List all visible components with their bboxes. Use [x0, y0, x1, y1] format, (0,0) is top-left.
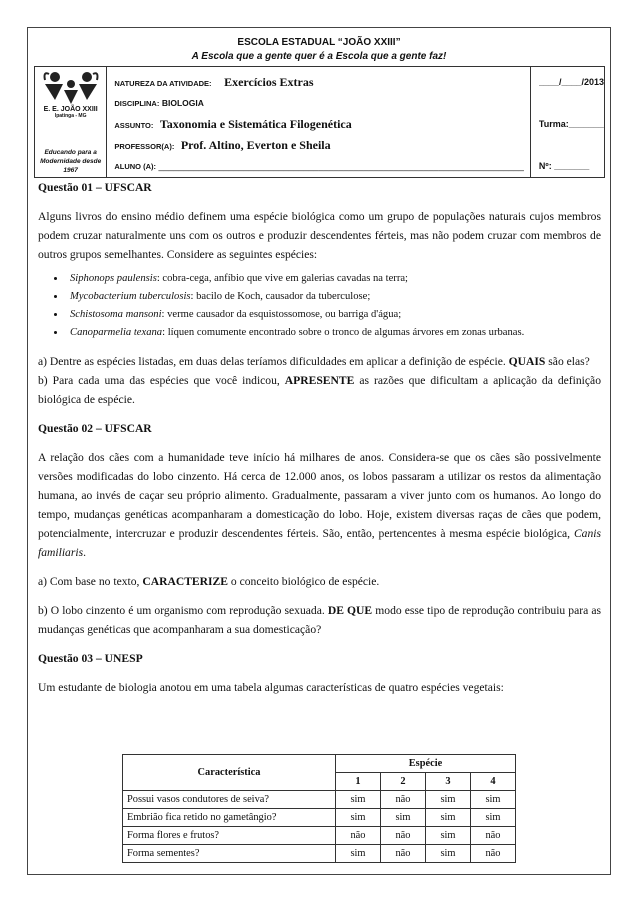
- table-cell: Embrião fica retido no gametângio?: [123, 809, 336, 827]
- disciplina-label: DISCIPLINA:: [114, 99, 160, 108]
- assunto-label: ASSUNTO:: [114, 121, 154, 130]
- logo-cell: [35, 67, 107, 178]
- q1-item-b: [38, 371, 601, 409]
- species-desc: : cobra-cega, anfíbio que vive em galerias cavadas na terra;: [156, 273, 409, 284]
- caption-line: Modernidade desde: [40, 158, 102, 165]
- q2-item-b: [38, 601, 601, 639]
- natureza-value: Exercícios Extras: [224, 75, 314, 89]
- table-cell: Possui vasos condutores de seiva?: [123, 791, 336, 809]
- table-cell: sim: [471, 809, 516, 827]
- text: b) Para cada uma das espécies que você indicou,: [38, 374, 285, 387]
- text: CARACTERIZE: [142, 575, 229, 588]
- species-name: Canoparmelia texana: [70, 327, 163, 338]
- q1-title: Questão 01 – UFSCAR: [38, 181, 152, 194]
- assunto-value: Taxonomia e Sistemática Filogenética: [159, 117, 352, 131]
- table-row: [123, 845, 516, 863]
- school-logo: [41, 70, 101, 128]
- school-motto: A Escola que a gente quer é a Escola que a gente faz!: [191, 51, 447, 62]
- spacer: [38, 591, 601, 601]
- text: a) Dentre as espécies listadas, em duas delas teríamos dificuldades em aplicar a definição de espécie.: [38, 355, 506, 368]
- text: o conceito biológico de espécie.: [228, 575, 380, 588]
- disciplina-row: [114, 93, 524, 114]
- table-cell: sim: [426, 827, 471, 845]
- species-list: [38, 270, 601, 342]
- table-cell: sim: [426, 791, 471, 809]
- species-desc: : bacilo de Koch, causador da tuberculose;: [190, 291, 371, 302]
- species-desc: : líquen comumente encontrado sobre o tronco de algumas árvores em zonas urbanas.: [162, 327, 525, 338]
- species-name: Schistosoma mansoni: [70, 309, 162, 320]
- table-cell: não: [336, 827, 381, 845]
- list-item: [66, 288, 601, 306]
- q2-title: Questão 02 – UFSCAR: [38, 422, 152, 435]
- table-cell: sim: [471, 791, 516, 809]
- table-cell: não: [471, 827, 516, 845]
- table-cell: sim: [426, 809, 471, 827]
- table-cell: não: [381, 845, 426, 863]
- species-desc: : verme causador da esquistossomose, ou barriga d'água;: [161, 309, 402, 320]
- school-name: ESCOLA ESTADUAL “JOÃO XXIII”: [237, 37, 401, 48]
- table-row: [123, 827, 516, 845]
- text: b) O lobo cinzento é um organismo com reprodução sexuada.: [38, 604, 328, 617]
- natureza-label: NATUREZA DA ATIVIDADE:: [114, 79, 212, 88]
- q3-intro: Um estudante de biologia anotou em uma tabela algumas características de quatro espécies vegetais:: [38, 681, 504, 694]
- header-table: [34, 66, 605, 178]
- numero-field[interactable]: Nº: _______: [538, 161, 590, 171]
- professor-label: PROFESSOR(A):: [114, 142, 175, 151]
- spacer: [539, 93, 604, 114]
- list-item: [66, 270, 601, 288]
- table-row: [123, 791, 516, 809]
- table-cell: sim: [381, 809, 426, 827]
- q2-item-a: [38, 572, 601, 591]
- aluno-label: ALUNO (A):: [114, 162, 156, 171]
- table-cell: sim: [426, 845, 471, 863]
- table-header-cell: 4: [471, 773, 516, 791]
- professor-row: [114, 135, 524, 156]
- text: .: [83, 546, 87, 559]
- table-cell: sim: [336, 845, 381, 863]
- list-item: [66, 306, 601, 324]
- text: as razões que dificultam a aplicação da definição biológica de espécie.: [38, 374, 601, 406]
- logo-caption: [35, 148, 106, 175]
- assunto-row: [114, 114, 524, 135]
- q3-title: Questão 03 – UNESP: [38, 652, 143, 665]
- text: A relação dos cães com a humanidade teve início há milhares de anos. Considera-se que os cães são possivelmente versões modificadas do lobo cinzento. Há cerca de 12.000 anos, os lobos passaram a utilizar os restos da alimentação humana, ao invés de caçar seu próprio alimento. Gradualmente, passaram a viver junto com os humanos. Ao longo do tempo, mudanças genéticas acompanharam a domesticação do lobo. Hoje, existem diversas raças de cães que podem, potencialmente, intercruzar e produzir descendentes férteis. São, então, pertencentes à mesma espécie biológica,: [38, 451, 601, 540]
- spacer: [38, 639, 601, 649]
- people-icon: [41, 70, 101, 104]
- content: [38, 178, 601, 697]
- text: Canis familiaris: [38, 527, 601, 559]
- caption-line: Educando para a: [44, 149, 97, 156]
- text: DE QUE: [327, 604, 373, 617]
- table-cell: não: [381, 791, 426, 809]
- text: APRESENTE: [284, 374, 355, 387]
- aluno-field[interactable]: _________________________________________________________________________: [158, 161, 524, 171]
- table-header-cell: 1: [336, 773, 381, 791]
- spacer: [38, 409, 601, 419]
- date-field[interactable]: ____/____/2013: [538, 77, 604, 87]
- spacer: [539, 135, 604, 156]
- caption-line: 1967: [63, 167, 78, 174]
- spacer: [38, 562, 601, 572]
- text: QUAIS: [508, 355, 546, 368]
- list-item: [66, 324, 601, 342]
- aluno-row: [114, 156, 524, 177]
- table-cell: sim: [336, 791, 381, 809]
- text: a) Com base no texto,: [38, 575, 143, 588]
- q2-intro: [38, 448, 601, 562]
- table-header-cell: 3: [426, 773, 471, 791]
- disciplina-value: BIOLOGIA: [161, 98, 204, 108]
- turma-field[interactable]: Turma:_______: [538, 119, 604, 129]
- text: são elas?: [545, 355, 590, 368]
- table-cell: Forma flores e frutos?: [123, 827, 336, 845]
- table-cell: Forma sementes?: [123, 845, 336, 863]
- logo-name: E. E. JOÃO XXIII: [43, 106, 98, 113]
- logo-city: Ipatinga - MG: [54, 113, 87, 119]
- q1-intro: Alguns livros do ensino médio definem uma espécie biológica como um grupo de populações naturais cujos membros podem cruzar naturalmente uns com os outros e produzir descendentes férteis, mas não podem cruzar com membros de outros grupos semelhantes. Considere as seguintes espécies:: [38, 210, 601, 261]
- professor-value: Prof. Altino, Everton e Sheila: [180, 138, 331, 152]
- table-header-cell: 2: [381, 773, 426, 791]
- species-table: [122, 754, 516, 863]
- table-header-characteristic: Característica: [123, 755, 336, 791]
- species-name: Mycobacterium tuberculosis: [70, 291, 191, 302]
- species-name: Siphonops paulensis: [70, 273, 157, 284]
- table-cell: sim: [336, 809, 381, 827]
- info-cell: [107, 67, 531, 178]
- table-row: [123, 809, 516, 827]
- text: modo esse tipo de reprodução contribuiu para as mudanças genéticas que acompanharam a sua domesticação?: [38, 604, 601, 636]
- table-header-species: Espécie: [336, 755, 516, 773]
- right-cell: [530, 67, 604, 178]
- table-cell: não: [381, 827, 426, 845]
- table-cell: não: [471, 845, 516, 863]
- natureza-row: [114, 72, 524, 93]
- q1-item-a: [38, 352, 601, 371]
